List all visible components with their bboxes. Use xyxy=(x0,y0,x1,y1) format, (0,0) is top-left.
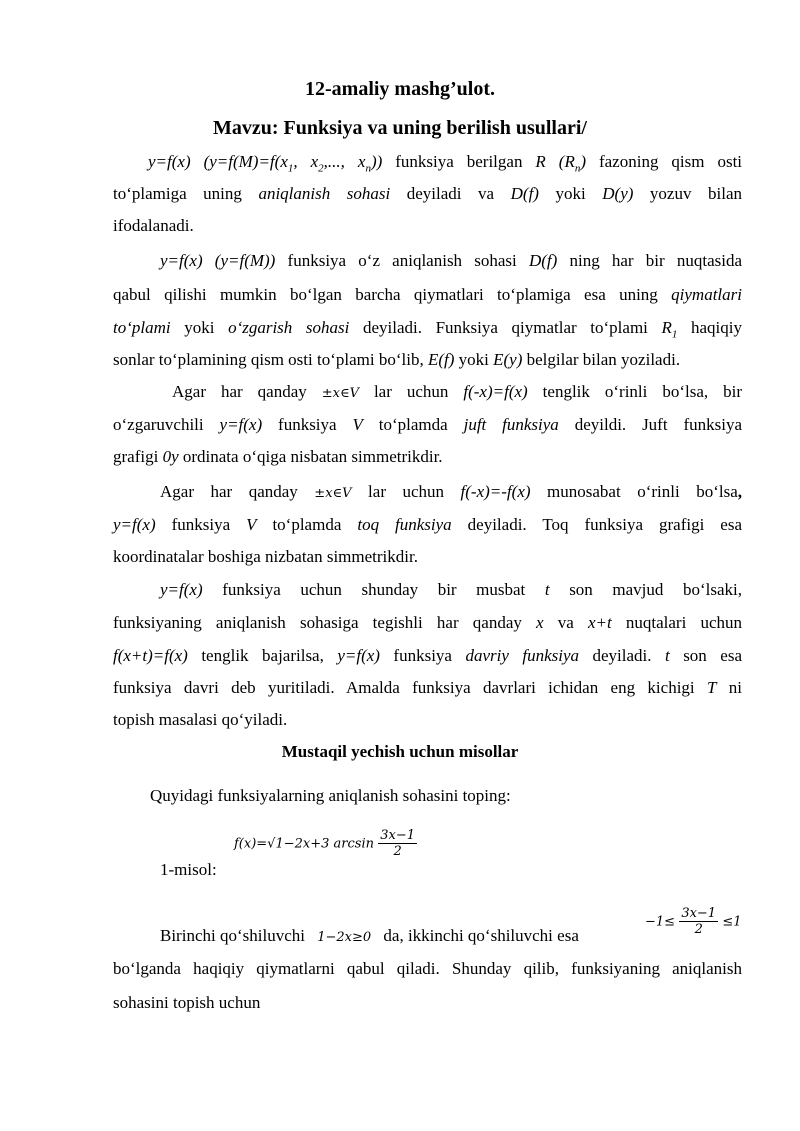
topic-subtitle: Mavzu: Funksiya va uning berilish usullari/ xyxy=(213,117,587,139)
para5-line3: f(x+t)=f(x) tenglik bajarilsa, y=f(x) funksiya davriy funksiya deyiladi. t son esa xyxy=(113,646,742,665)
condition-line2: bo‘lganda haqiqiy qiymatlarni qabul qiladi. Shunday qilib, funksiyaning aniqlanish xyxy=(113,959,742,978)
cond2-math: −1≤ $\frac{3x-1}{2}$ ≤1 xyxy=(645,906,742,937)
para1-line1: y=f(x) ($y=f(M)=f(x_1$, $x_2$,..., $x_n$)) funksiya berilgan R $(R_n)$ fazoning qism osti xyxy=(148,152,743,175)
para2-line2: qabul qilishi mumkin bo‘lgan barcha qiymatlari to‘plamiga esa uning qiymatlari xyxy=(113,285,742,304)
exercises-task: Quyidagi funksiyalarning aniqlanish sohasini toping: xyxy=(150,786,511,805)
para2-line1: y=f(x) (y=f(M)) funksiya o‘z aniqlanish sohasi D(f) ning har bir nuqtasida xyxy=(160,251,743,270)
para2-line4: sonlar to‘plamining qism osti to‘plami bo‘lib, E(f) yoki E(y) belgilar bilan yoziladi. xyxy=(113,350,681,369)
condition-line1: Birinchi qo‘shiluvchi 1−2x≥0 da, ikkinchi qo‘shiluvchi esa xyxy=(160,926,579,945)
para4-line2: y=f(x) funksiya V to‘plamda toq funksiya deyiladi. Toq funksiya grafigi esa xyxy=(113,515,742,534)
page-title: 12-amaliy mashg’ulot. xyxy=(305,78,495,100)
para1-line2: to‘plamiga uning aniqlanish sohasi deyiladi va D(f) yoki D(y) yozuv bilan xyxy=(113,184,743,203)
para1-line3: ifodalanadi. xyxy=(113,216,194,235)
para2-line3: to‘plami yoki o‘zgarish sohasi deyiladi. Funksiya qiymatlar to‘plami $R_1$ haqiqiy xyxy=(113,318,742,341)
para5-line5: topish masalasi qo‘yiladi. xyxy=(113,710,288,729)
para3-line2: o‘zgaruvchili y=f(x) funksiya V to‘plamda juft funksiya deyildi. Juft funksiya xyxy=(113,415,743,434)
cond1-math: 1−2x≥0 xyxy=(317,930,372,945)
para5-line2: funksiyaning aniqlanish sohasiga tegishli har qanday x va x+t nuqtalari uchun xyxy=(113,613,742,632)
condition-line3: sohasini topish uchun xyxy=(113,993,261,1012)
para4-line1: Agar har qanday ±x∈V lar uchun f(-x)=-f(x) munosabat o‘rinli bo‘lsa, xyxy=(160,482,742,501)
pm-x-in-v-math: ±x∈V xyxy=(321,386,359,401)
para4-line3: koordinatalar boshiga nizbatan simmetrikdir. xyxy=(113,547,418,566)
pm-x-in-v-math-2: ±x∈V xyxy=(314,486,352,501)
exercises-heading: Mustaqil yechish uchun misollar xyxy=(281,742,519,761)
para3-line1: Agar har qanday ±x∈V lar uchun f(-x)=f(x) tenglik o‘rinli bo‘lsa, bir xyxy=(172,382,742,401)
para5-line1: y=f(x) funksiya uchun shunday bir musbat t son mavjud bo‘lsaki, xyxy=(160,580,742,599)
para5-line4: funksiya davri deb yuritiladi. Amalda funksiya davrlari ichidan eng kichigi T ni xyxy=(113,678,742,697)
example1-label: 1-misol: xyxy=(160,860,217,879)
para3-line3: grafigi 0y ordinata o‘qiga nisbatan simmetrikdir. xyxy=(113,447,443,466)
example1-formula: f(x)=√1−2x+3 arcsin $\frac{3x-1}{2}$ xyxy=(234,828,416,859)
